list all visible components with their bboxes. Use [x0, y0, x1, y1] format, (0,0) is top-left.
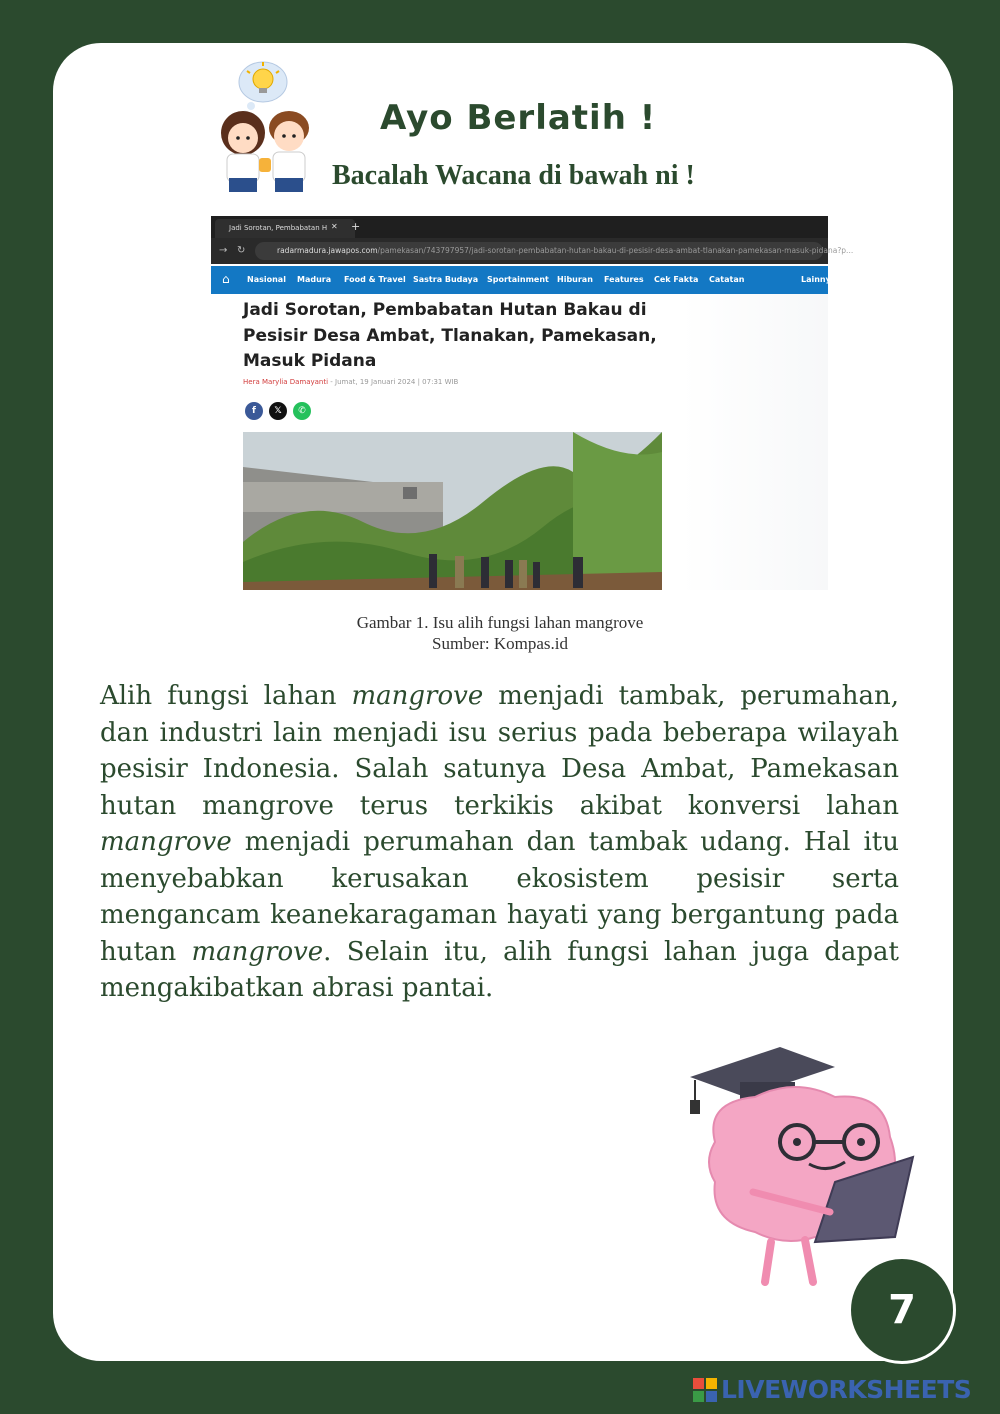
url-field[interactable]: [255, 242, 854, 260]
nav-item[interactable]: Madura: [297, 275, 332, 284]
url-domain: radarmadura.jawapos.com: [277, 246, 378, 255]
mangrove-photo: [243, 432, 662, 590]
x-share-icon[interactable]: 𝕏: [269, 402, 287, 420]
figure-caption: [0, 612, 1000, 654]
brain-reading-mascot-illustration: [685, 1042, 925, 1292]
page-title: Ayo Berlatih !: [380, 98, 657, 138]
passage-text: menjadi tambak, perumahan, dan industri lain menjadi isu serius pada beberapa wilayah pesisir Indonesia. Salah satunya Desa Ambat, Pamekasan hutan mangrove terus terkikis akibat konversi lahan: [100, 681, 900, 821]
facebook-share-icon[interactable]: f: [245, 402, 263, 420]
passage-italic: mangrove: [191, 936, 324, 967]
caption-title: Gambar 1. Isu alih fungsi lahan mangrove: [356, 613, 644, 632]
caption-source: Sumber: Kompas.id: [432, 634, 568, 653]
back-arrow-icon[interactable]: →: [219, 245, 228, 256]
nav-item[interactable]: Lainnya: [801, 275, 837, 284]
whatsapp-share-icon[interactable]: ✆: [293, 402, 311, 420]
instruction-subtitle: Bacalah Wacana di bawah ni !: [332, 160, 695, 191]
tab-close-icon[interactable]: ✕: [331, 222, 338, 231]
site-navigation: [211, 266, 837, 294]
passage-text: menjadi perumahan dan tambak udang. Hal itu menyebabkan kerusakan ekosistem pesisir serta mengancam keanekaragaman hayati yang bergantung pada hutan: [100, 827, 899, 967]
article-date: - Jumat, 19 Januari 2024 | 07:31 WIB: [328, 378, 459, 386]
nav-item[interactable]: Sastra Budaya: [413, 275, 479, 284]
home-icon[interactable]: ⌂: [222, 272, 230, 286]
sidebar-blank: [681, 294, 828, 590]
new-tab-icon[interactable]: +: [351, 220, 361, 233]
browser-tabbar: [211, 216, 828, 238]
nav-item[interactable]: Food & Travel: [344, 275, 406, 284]
nav-item[interactable]: Cek Fakta: [654, 275, 699, 284]
passage-italic: mangrove: [351, 681, 484, 711]
passage-text: . Selain itu, alih fungsi lahan juga dapat mengakibatkan abrasi pantai.: [100, 936, 899, 1003]
url-path: /pamekasan/743797957/jadi-sorotan-pembabatan-hutan-bakau-di-pesisir-desa-ambat-tlanakan-pamekasan-masuk-pidana?p...: [377, 246, 854, 255]
news-screenshot: [211, 216, 854, 590]
nav-item[interactable]: Hiburan: [557, 275, 593, 284]
liveworksheets-logo-icon: [693, 1378, 717, 1402]
article-byline: [243, 378, 458, 386]
reading-passage: [100, 678, 899, 1007]
passage-italic: mangrove: [100, 827, 232, 857]
passage-text: Alih fungsi lahan: [100, 681, 352, 711]
nav-item[interactable]: Catatan: [709, 275, 745, 284]
article-headline: Jadi Sorotan, Pembabatan Hutan Bakau di Pesisir Desa Ambat, Tlanakan, Pamekasan, Masuk Pidana: [243, 300, 657, 371]
reload-icon[interactable]: ↻: [237, 245, 246, 256]
tab-title: Jadi Sorotan, Pembabatan H: [229, 224, 328, 232]
kids-thinking-illustration: [215, 58, 320, 198]
browser-address-bar: [211, 238, 854, 264]
brand-name: LIVEWORKSHEETS: [721, 1375, 972, 1404]
nav-item[interactable]: Nasional: [247, 275, 286, 284]
article-author[interactable]: Hera Marylia Damayanti: [243, 378, 329, 386]
nav-item[interactable]: Sportainment: [487, 275, 549, 284]
page-number: 7: [848, 1256, 956, 1364]
nav-item[interactable]: Features: [604, 275, 644, 284]
